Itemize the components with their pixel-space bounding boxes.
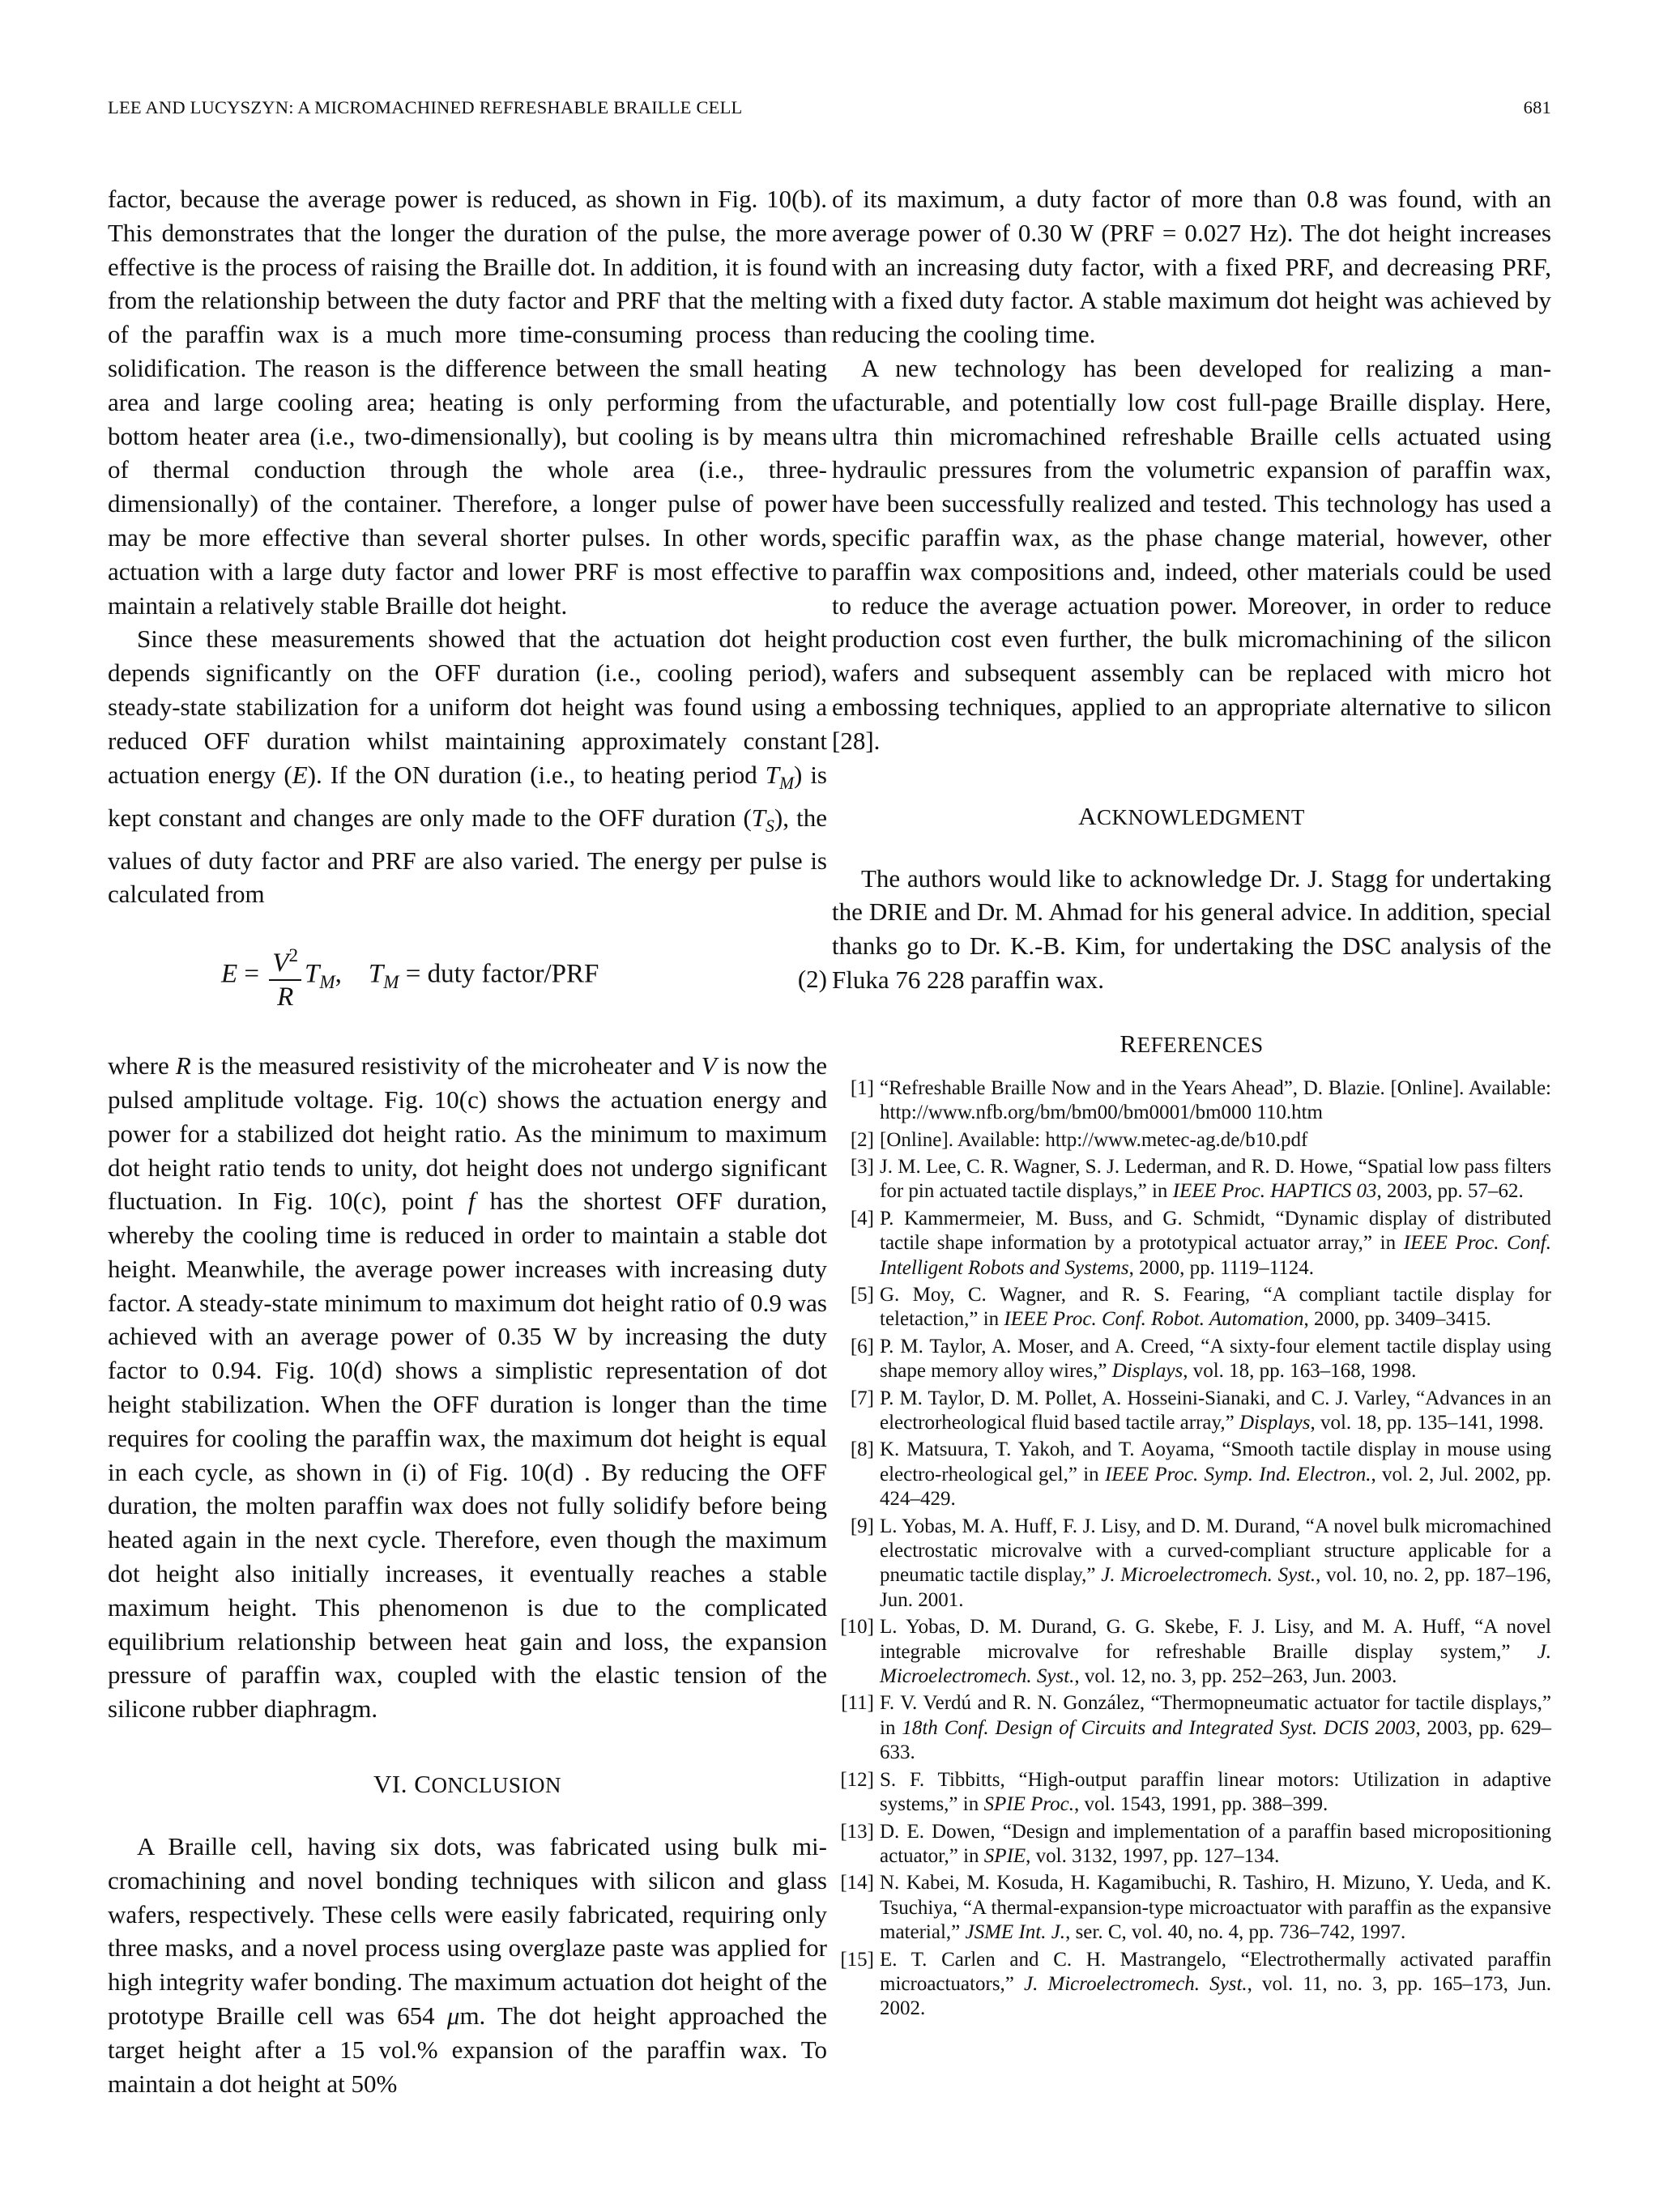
reference-number: [9] bbox=[850, 1515, 874, 1537]
paragraph-off-duration: Since these measurements showed that the actuation dot height depends significantly on the OFF duration (i.e., cooling period), steady-state stabilization for a uniform dot height was found using a reduced OFF duration whilst maintaining approximately constant actuation energy (E). If the ON duration (i.e., to heating period $T_M$) is kept constant and changes are only made to the OFF duration $(T_S)$, the values of duty factor and PRF are also varied. The energy per pulse is calculated from bbox=[108, 624, 828, 909]
reference-number: [15] bbox=[840, 1948, 874, 1971]
right-column bbox=[832, 182, 1551, 2024]
equation-number: (2) bbox=[797, 965, 827, 994]
reference-number: [14] bbox=[840, 1872, 874, 1894]
reference-item: [10] L. Yobas, D. M. Durand, G. G. Skebe, F. J. Lisy, and M. A. Huff, “A novel integrable microvalve for refreshable Braille display system,” J. Microelectromech. Syst., vol. 12, no. 3, pp. 252–263, Jun. 2003. bbox=[832, 1615, 1551, 1689]
reference-number: [5] bbox=[850, 1283, 874, 1306]
reference-item: [6] P. M. Taylor, A. Moser, and A. Creed, “A sixty-four element tactile display using shape memory alloy wires,” Displays, vol. 18, pp. 163–168, 1998. bbox=[832, 1335, 1551, 1384]
reference-item: [7] P. M. Taylor, D. M. Pollet, A. Hosseini-Sianaki, and C. J. Varley, “Advances in an electrorheological fluid based tactile array,” Displays, vol. 18, pp. 135–141, 1998. bbox=[832, 1387, 1551, 1436]
section-heading-conclusion: VI. CONCLUSION bbox=[373, 1770, 561, 1799]
reference-item: [11] F. V. Verdú and R. N. González, “Thermopneumatic actuator for tactile displays,” in 18th Conf. Design of Circuits and Integrated Syst. DCIS 2003, 2003, pp. 629–633. bbox=[832, 1691, 1551, 1765]
reference-number: [2] bbox=[850, 1128, 874, 1151]
reference-number: [11] bbox=[841, 1692, 874, 1715]
reference-number: [7] bbox=[850, 1387, 874, 1409]
paragraph-conclusion: A Braille cell, having six dots, was fabricated using bulk micromachining and novel bonding techniques with silicon and glass wafers, respectively. These cells were easily fabricated, requiring only three masks, and a novel process using overglaze paste was applied for high integrity wafer bonding. The maximum actuation dot height of the prototype Braille cell was 654 μm. The dot height approached the target height after a 15 vol.% expansion of the paraffin wax. To maintain a dot height at 50% bbox=[108, 1832, 828, 2098]
fraction: $\frac{V^2}{R}$ bbox=[269, 939, 301, 1013]
reference-item: [2] [Online]. Available: http://www.metec-ag.de/b10.pdf bbox=[832, 1128, 1551, 1153]
paragraph-continuation: factor, because the average power is reduced, as shown in Fig. 10(b). This demonstrates that the longer the duration of the pulse, the more effective is the process of raising the Braille dot. In addition, it is found from the relationship between the duty factor and PRF that the melting of the paraffin wax is a much more time-consuming process than solidification. The reason is the difference between the small heating area and large cooling area; heating is only performing from the bottom heater area (i.e., two-dimensionally), but cooling is by means of thermal conduction through the whole area (i.e., three-dimensionally) of the container. Therefore, a longer pulse of power may be more effective than several shorter pulses. In other words, actuation with a large duty factor and lower PRF is most effective to maintain a relatively stable Braille dot height. bbox=[108, 185, 827, 620]
reference-number: [8] bbox=[850, 1438, 874, 1461]
reference-item: [9] L. Yobas, M. A. Huff, F. J. Lisy, and D. M. Durand, “A novel bulk micromachined electrostatic microvalve with a curved-compliant structure applicable for a pneumatic tactile display,” J. Microelectromech. Syst., vol. 10, no. 2, pp. 187–196, Jun. 2001. bbox=[832, 1515, 1551, 1613]
reference-list bbox=[832, 1076, 1551, 2022]
reference-number: [4] bbox=[850, 1207, 874, 1230]
reference-number: [1] bbox=[850, 1076, 874, 1099]
equation-2 bbox=[108, 934, 827, 1031]
reference-item: [1] “Refreshable Braille Now and in the Years Ahead”, D. Blazie. [Online]. Available: http://www.nfb.org/bm/bm00/bm0001/bm000 110.htm bbox=[832, 1076, 1551, 1126]
section-heading-references: REFERENCES bbox=[1120, 1029, 1264, 1058]
paragraph-acknowledgment: The authors would like to acknowledge Dr. J. Stagg for undertaking the DRIE and Dr. M. Ahmad for his general advice. In addition, special thanks go to Dr. K.-B. Kim, for undertaking the DSC analysis of the Fluka 76 228 paraffin wax. bbox=[832, 863, 1551, 994]
reference-item: [4] P. Kammermeier, M. Buss, and G. Schmidt, “Dynamic display of distributed tactile shape information by a prototypical actuator array,” in IEEE Proc. Conf. Intelligent Robots and Systems, 2000, pp. 1119–1124. bbox=[832, 1207, 1551, 1281]
reference-item: [8] K. Matsuura, T. Yakoh, and T. Aoyama, “Smooth tactile display in mouse using electro-rheological gel,” in IEEE Proc. Symp. Ind. Electron., vol. 2, Jul. 2002, pp. 424–429. bbox=[832, 1438, 1551, 1511]
reference-number: [6] bbox=[850, 1335, 874, 1357]
reference-item: [5] G. Moy, C. Wagner, and R. S. Fearing, “A compliant tactile display for teletaction,” in IEEE Proc. Conf. Robot. Automation, 2000, pp. 3409–3415. bbox=[832, 1283, 1551, 1332]
left-column bbox=[108, 182, 827, 2100]
reference-number: [10] bbox=[840, 1616, 874, 1639]
reference-item: [14] N. Kabei, M. Kosuda, H. Kagamibuchi, R. Tashiro, H. Mizuno, Y. Ueda, and K. Tsuchiya, “A thermal-expansion-type microactuator with paraffin as the expansive material,” JSME Int. J., ser. C, vol. 40, no. 4, pp. 736–742, 1997. bbox=[832, 1871, 1551, 1945]
reference-item: [3] J. M. Lee, C. R. Wagner, S. J. Lederman, and R. D. Howe, “Spatial low pass filters for pin actuated tactile displays,” in IEEE Proc. HAPTICS 03, 2003, pp. 57–62. bbox=[832, 1155, 1551, 1204]
reference-item: [13] D. E. Dowen, “Design and implementation of a paraffin based micropositioning actuator,” in SPIE, vol. 3132, 1997, pp. 127–134. bbox=[832, 1820, 1551, 1869]
paragraph-conclusion-continued: of its maximum, a duty factor of more than 0.8 was found, with an average power of 0.30 W (PRF = 0.027 Hz). The dot height increases with an increasing duty factor, with a fixed PRF, and decreasing PRF, with a fixed duty factor. A stable maximum dot height was achieved by reducing the cooling time. bbox=[832, 185, 1551, 349]
paragraph-where: where R is the measured resistivity of the microheater and V is now the pulsed amplitude voltage. Fig. 10(c) shows the actuation energy and power for a stabilized dot height ratio. As the minimum to maximum dot height ratio tends to unity, dot height does not undergo significant fluctuation. In Fig. 10(c), point f has the shortest OFF duration, whereby the cooling time is reduced in order to maintain a stable dot height. Meanwhile, the average power increases with increasing duty factor. A steady-state minimum to maximum dot height ratio of 0.9 was achieved with an average power of 0.35 W by increasing the duty factor to 0.94. Fig. 10(d) shows a simplistic representation of dot height stabilization. When the OFF duration is longer than the time requires for cooling the paraffin wax, the maximum dot height is equal in each cycle, as shown in (i) of Fig. 10(d) . By reducing the OFF duration, the molten paraffin wax does not fully solidify before being heated again in the next cycle. Therefore, even though the maximum dot height also initially increases, it eventually reaches a stable maximum height. This phenomenon is due to the complicated equilibrium relationship between heat gain and loss, the expansion pressure of paraffin wax, coupled with the elastic tension of the silicone rubber diaphragm. bbox=[108, 1051, 828, 1724]
section-heading-acknowledgment: ACKNOWLEDGMENT bbox=[1078, 801, 1305, 830]
running-title: LEE AND LUCYSZYN: A MICROMACHINED REFRESHABLE BRAILLE CELL bbox=[108, 97, 743, 117]
reference-number: [12] bbox=[840, 1768, 874, 1791]
reference-number: [13] bbox=[840, 1820, 874, 1843]
reference-item: [12] S. F. Tibbitts, “High-output paraffin linear motors: Utilization in adaptive systems,” in SPIE Proc., vol. 1543, 1991, pp. 388–399. bbox=[832, 1768, 1551, 1818]
equation-body: E = $\frac{V^2}{R}$ $T_M$, $T_M$ = duty factor/PRF bbox=[221, 939, 599, 1013]
paragraph-new-technology: A new technology has been developed for realizing a manufacturable, and potentially low cost full-page Braille display. Here, ultra thin micromachined refreshable Braille cells actuated using hydraulic pressures from the volumetric expansion of paraffin wax, have been successfully realized and tested. This technology has used a specific paraffin wax, as the phase change material, however, other paraffin wax compositions and, indeed, other materials could be used to reduce the average actuation power. Moreover, in order to reduce production cost even further, the bulk micromachining of the silicon wafers and subsequent assembly can be replaced with micro hot embossing techniques, applied to an appropriate alternative to silicon [28]. bbox=[832, 353, 1551, 755]
reference-item: [15] E. T. Carlen and C. H. Mastrangelo, “Electrothermally activated paraffin microactuators,” J. Microelectromech. Syst., vol. 11, no. 3, pp. 165–173, Jun. 2002. bbox=[832, 1948, 1551, 2022]
reference-number: [3] bbox=[850, 1155, 874, 1178]
page-number: 681 bbox=[1523, 97, 1551, 117]
